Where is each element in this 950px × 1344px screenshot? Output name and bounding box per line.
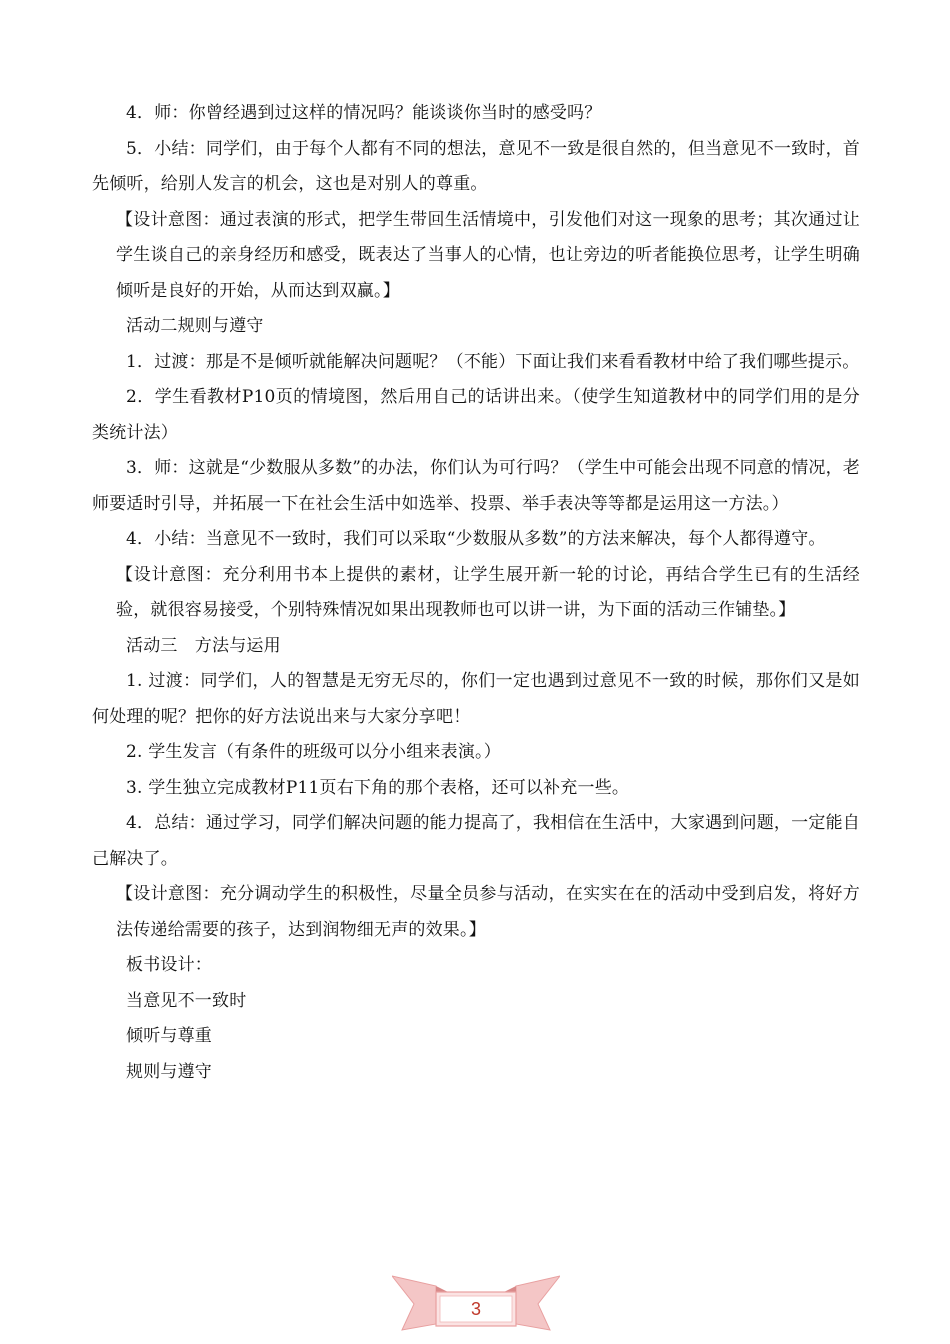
- paragraph-item: 3．师：这就是“少数服从多数”的办法，你们认为可行吗？（学生中可能会出现不同意的情况，老师要适时引导，并拓展一下在社会生活中如选举、投票、举手表决等等都是运用这一方法。）: [92, 458, 860, 514]
- board-design-line: 当意见不一致时: [126, 990, 247, 1011]
- paragraph-item: 5．小结：同学们，由于每个人都有不同的想法，意见不一致是很自然的，但当意见不一致时，首先倾听，给别人发言的机会，这也是对别人的尊重。: [92, 138, 860, 194]
- paragraph-item: 1. 过渡：同学们，人的智慧是无穷无尽的，你们一定也遇到过意见不一致的时候，那你们又是如何处理的呢？把你的好方法说出来与大家分享吧！: [92, 671, 860, 727]
- paragraph-item: 4．师：你曾经遇到过这样的情况吗？能谈谈你当时的感受吗？: [126, 103, 602, 123]
- document-body: [92, 96, 860, 1090]
- page-number: 3: [470, 1299, 481, 1319]
- paragraph-item: 4．总结：通过学习，同学们解决问题的能力提高了，我相信在生活中，大家遇到问题，一定能自己解决了。: [92, 813, 860, 869]
- paragraph-item: 3. 学生独立完成教材P11页右下角的那个表格，还可以补充一些。: [126, 777, 630, 798]
- activity-heading: 活动二规则与遵守: [126, 316, 264, 336]
- board-design-line: 规则与遵守: [126, 1061, 212, 1082]
- paragraph-item: 4．小结：当意见不一致时，我们可以采取“少数服从多数”的方法来解决，每个人都得遵守。: [126, 529, 826, 549]
- activity-heading: 活动三 方法与运用: [126, 635, 281, 656]
- design-intent-paragraph: 【设计意图：充分利用书本上提供的素材，让学生展开新一轮的讨论，再结合学生已有的生活经验，就很容易接受，个别特殊情况如果出现教师也可以讲一讲，为下面的活动三作铺垫。】: [116, 564, 860, 620]
- paragraph-item: 2. 学生发言（有条件的班级可以分小组来表演。）: [126, 742, 501, 762]
- paragraph-item: 2．学生看教材P10页的情境图，然后用自己的话讲出来。（使学生知道教材中的同学们用的是分类统计法）: [92, 387, 860, 443]
- board-design-line: 倾听与尊重: [126, 1026, 212, 1046]
- board-design-heading: 板书设计：: [126, 955, 212, 975]
- page-footer: [392, 1272, 560, 1334]
- paragraph-item: 1．过渡：那是不是倾听就能解决问题呢？（不能）下面让我们来看看教材中给了我们哪些提示。: [126, 351, 860, 372]
- design-intent-paragraph: 【设计意图：充分调动学生的积极性，尽量全员参与活动，在实实在在的活动中受到启发，将好方法传递给需要的孩子，达到润物细无声的效果。】: [116, 884, 860, 940]
- design-intent-paragraph: 【设计意图：通过表演的形式，把学生带回生活情境中，引发他们对这一现象的思考；其次通过让学生谈自己的亲身经历和感受，既表达了当事人的心情，也让旁边的听者能换位思考，让学生明确倾听是良好的开始，从而达到双赢。】: [116, 209, 860, 301]
